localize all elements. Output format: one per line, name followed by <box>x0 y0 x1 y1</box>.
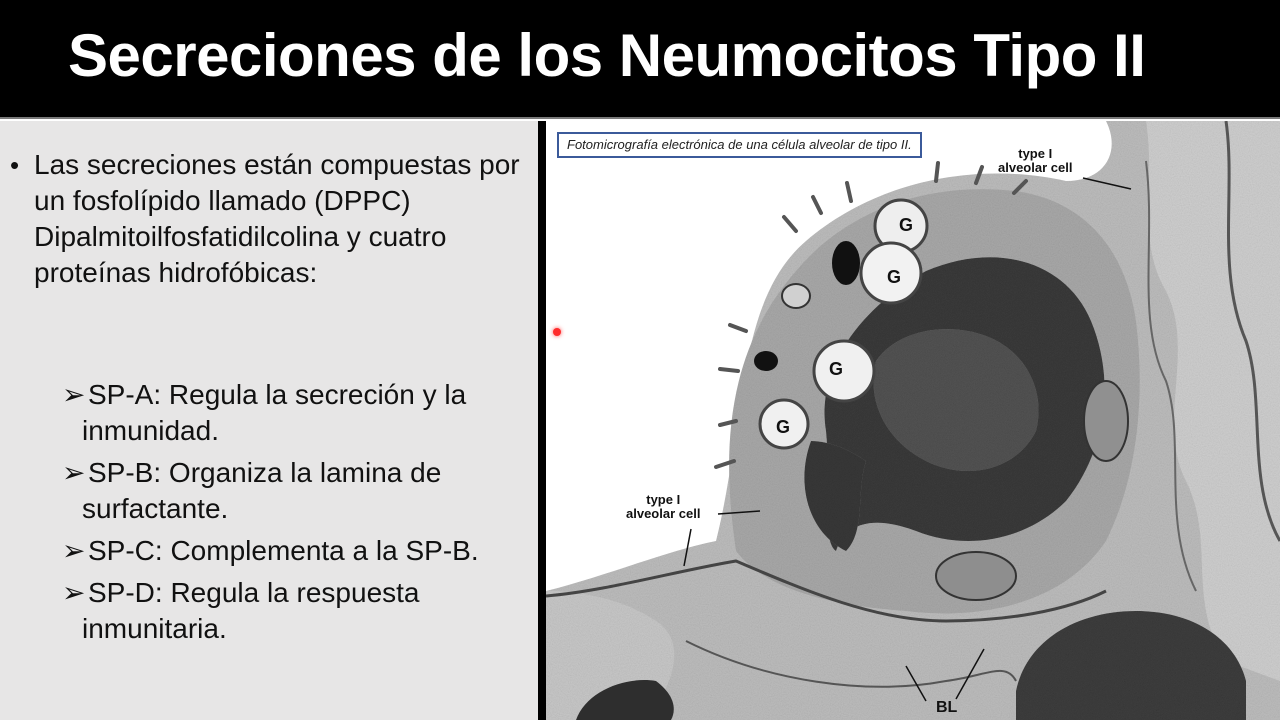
laser-pointer-dot <box>553 328 561 336</box>
arrow-bullet-icon: ➢ <box>62 535 86 566</box>
list-item-text: SP-B: Organiza la lamina de surfactante. <box>82 457 442 524</box>
granule-label: G <box>899 215 914 235</box>
arrow-bullet-icon: ➢ <box>62 577 86 608</box>
label-line: type I <box>646 492 681 507</box>
arrow-bullet-icon: ➢ <box>62 379 86 410</box>
basal-lamina-label: BL <box>936 699 958 716</box>
label-line: alveolar cell <box>626 506 701 521</box>
title-bar <box>0 0 1280 119</box>
intro-bullet <box>10 147 520 291</box>
label-type1-top <box>998 147 1072 175</box>
intro-text: Las secreciones están compuestas por un fosfolípido llamado (DPPC) Dipalmitoilfosfatidilcolina y cuatro proteínas hidrofóbicas: <box>34 149 520 288</box>
label-line: type I <box>1018 146 1053 161</box>
slide-title: Secreciones de los Neumocitos Tipo II <box>68 22 1146 89</box>
electron-micrograph <box>546 121 1280 720</box>
protein-list <box>62 377 532 653</box>
list-item-text: SP-D: Regula la respuesta inmunitaria. <box>82 577 420 644</box>
granule-label: G <box>887 267 902 287</box>
label-type1-left <box>626 493 700 521</box>
text-panel <box>0 121 538 720</box>
list-item-text: SP-C: Complementa a la SP-B. <box>88 535 479 566</box>
figure-caption: Fotomicrografía electrónica de una célula alveolar de tipo II. <box>557 132 922 158</box>
list-item-sp-a <box>62 377 532 449</box>
list-item-sp-b <box>62 455 532 527</box>
arrow-bullet-icon: ➢ <box>62 457 86 488</box>
micrograph-image <box>546 121 1280 720</box>
label-line: alveolar cell <box>998 160 1073 175</box>
list-item-sp-c <box>62 533 532 569</box>
list-item-text: SP-A: Regula la secreción y la inmunidad. <box>82 379 467 446</box>
panel-divider <box>538 121 546 720</box>
bullet-dot-icon: • <box>10 150 20 180</box>
granule-label: G <box>776 417 791 437</box>
granule-label: G <box>829 359 844 379</box>
list-item-sp-d <box>62 575 532 647</box>
